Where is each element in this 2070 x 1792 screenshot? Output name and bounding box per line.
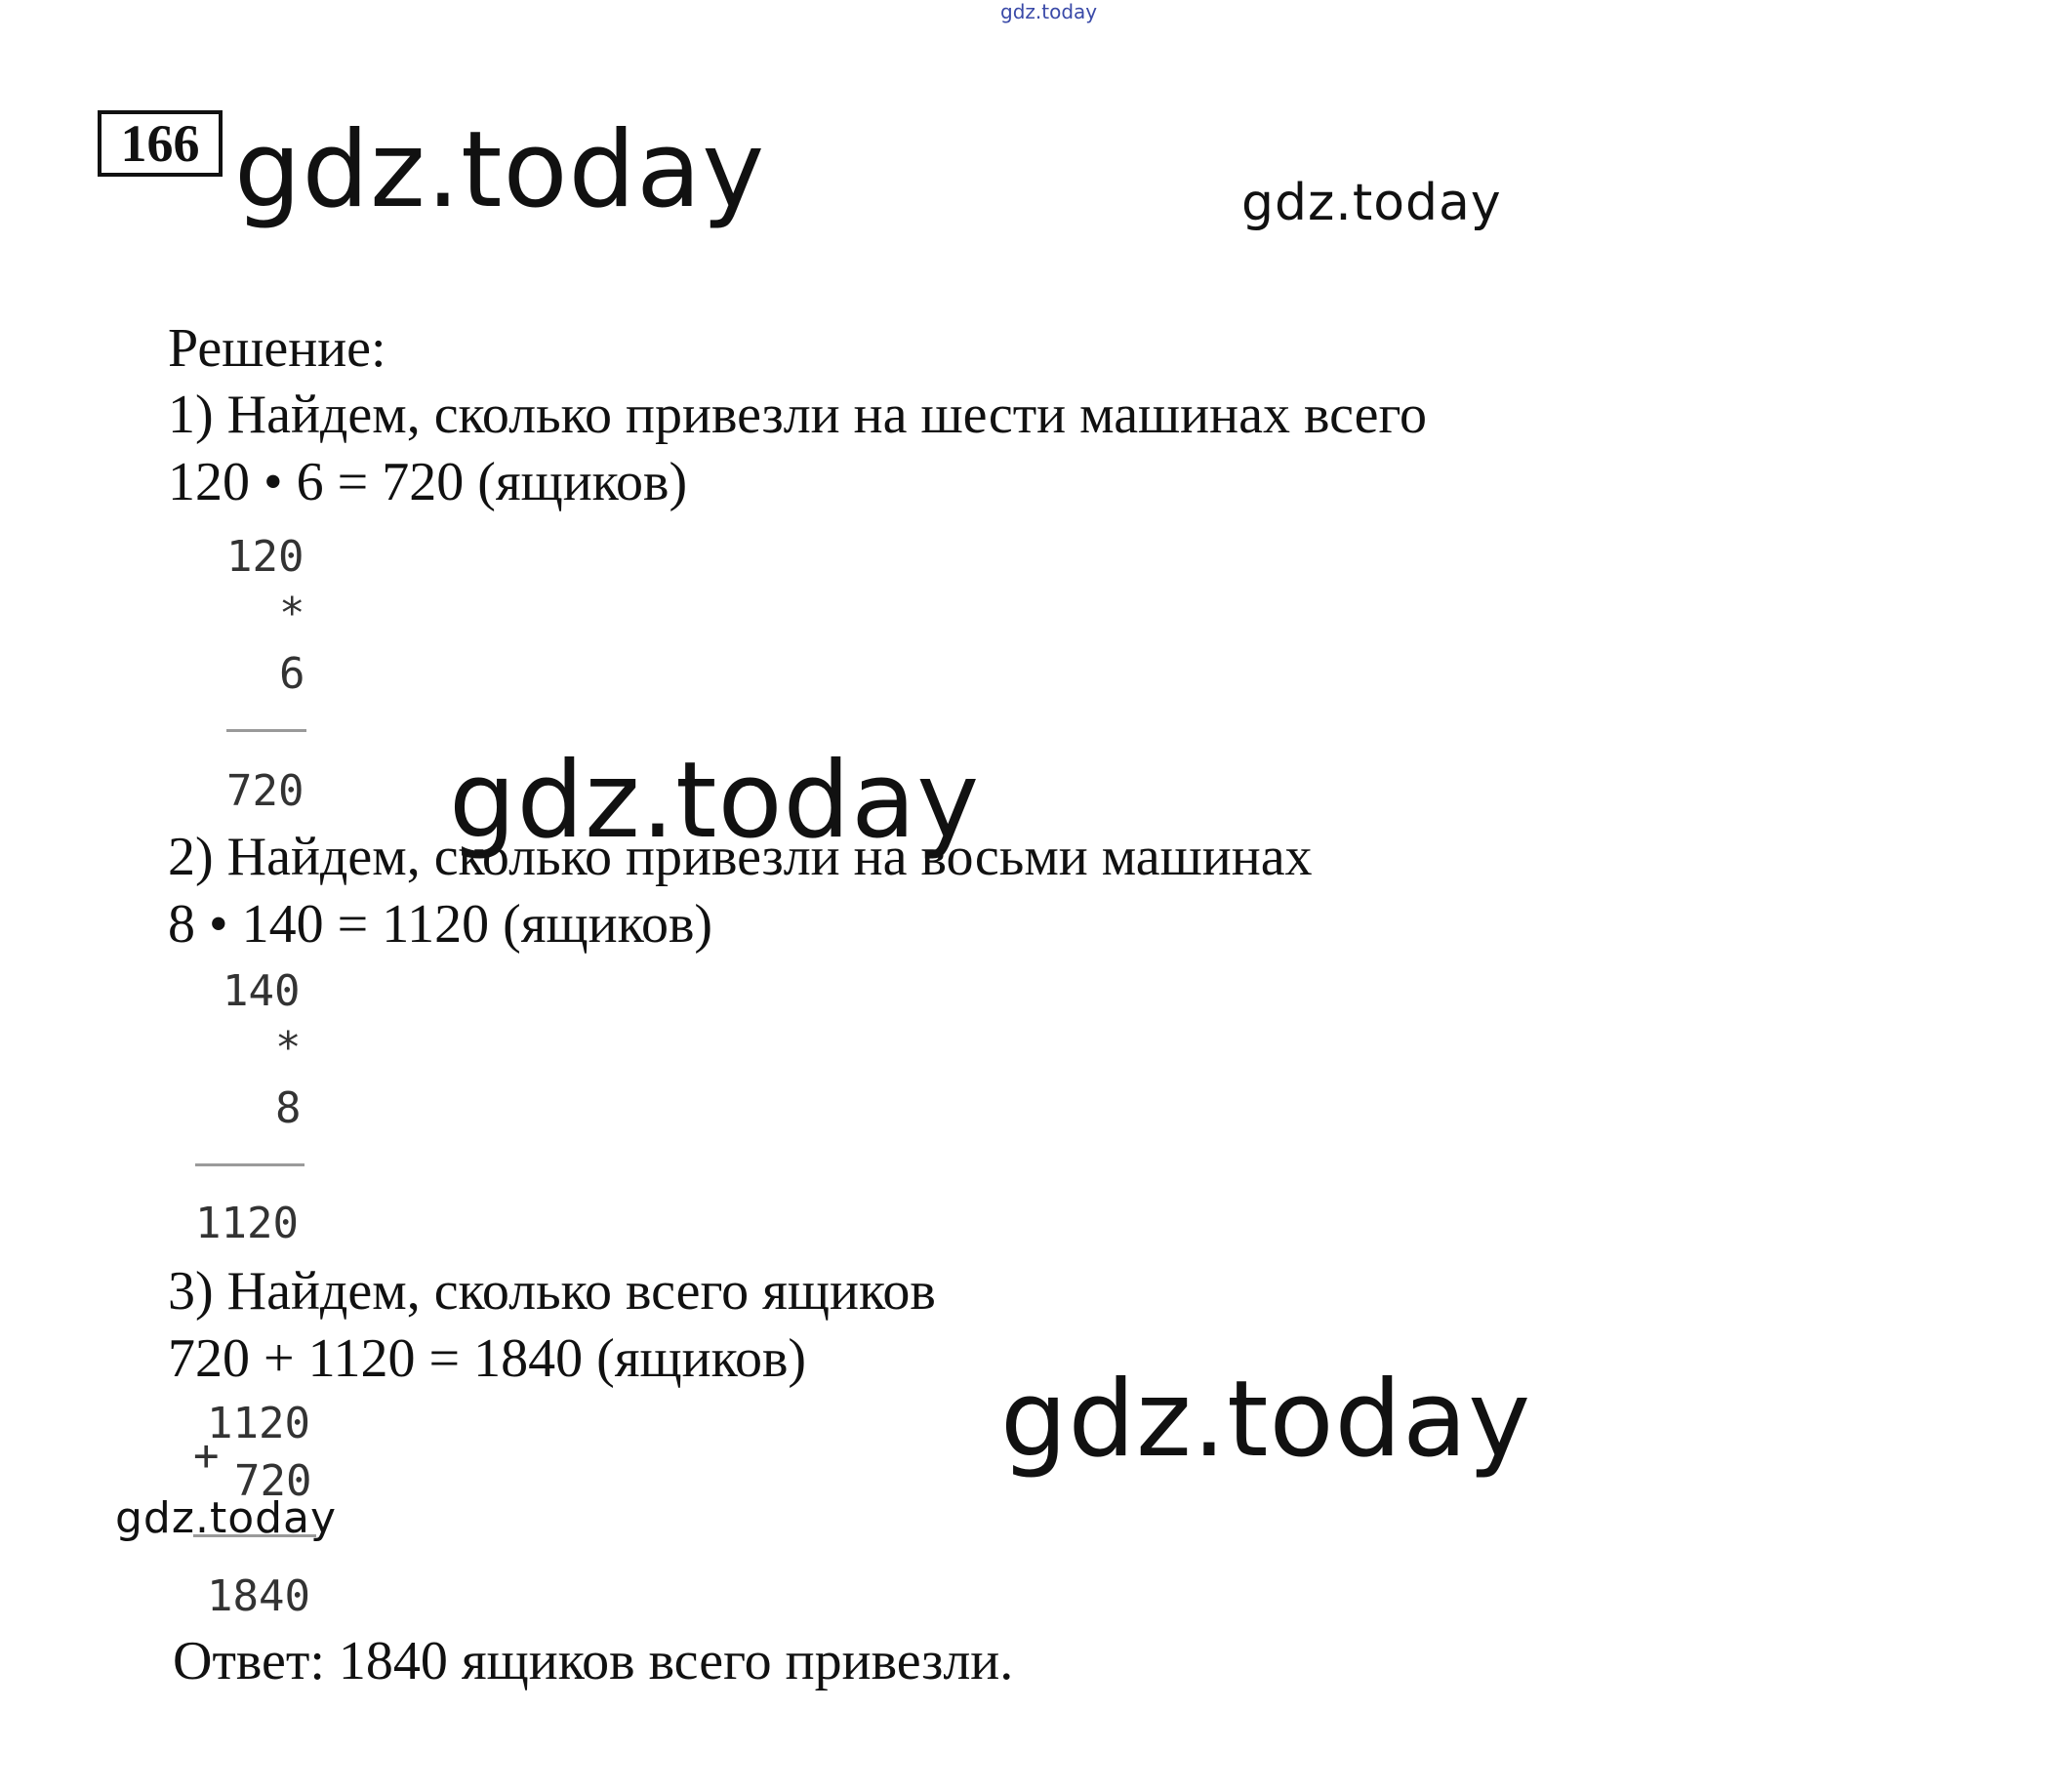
step1-text: 1) Найдем, сколько привезли на шести машинах всего <box>168 385 1428 445</box>
watermark-large-top: gdz.today <box>234 109 766 231</box>
step3-equation: 720 + 1120 = 1840 (ящиков) <box>168 1328 807 1389</box>
watermark-large-bottom: gdz.today <box>1000 1359 1532 1481</box>
step3-column-bottom: 720 <box>234 1456 312 1506</box>
step3-column-result: 1840 <box>207 1571 310 1621</box>
step1-equation: 120 • 6 = 720 (ящиков) <box>168 452 688 512</box>
step2-text: 2) Найдем, сколько привезли на восьми машинах <box>168 827 1313 887</box>
step2-column-rule <box>195 1163 304 1166</box>
step2-equation: 8 • 140 = 1120 (ящиков) <box>168 894 713 955</box>
watermark-small-bottom-left: gdz.today <box>115 1493 338 1543</box>
step2-column-bottom: 8 <box>275 1083 302 1133</box>
step3-column-operator: + <box>193 1431 220 1481</box>
step1-column-bottom: 6 <box>279 649 305 699</box>
answer-text: Ответ: 1840 ящиков всего привезли. <box>173 1631 1014 1691</box>
watermark-large-middle: gdz.today <box>449 740 981 862</box>
task-number: 166 <box>98 110 223 177</box>
step1-column-operator: * <box>279 589 305 638</box>
step3-text: 3) Найдем, сколько всего ящиков <box>168 1261 936 1322</box>
top-watermark: gdz.today <box>1000 0 1098 23</box>
step2-column-operator: * <box>275 1023 302 1073</box>
step1-column-rule <box>226 729 306 732</box>
watermark-small-top-right: gdz.today <box>1241 174 1502 232</box>
step2-column-result: 1120 <box>195 1199 299 1248</box>
solution-heading: Решение: <box>168 318 386 379</box>
step1-column-result: 720 <box>226 766 304 816</box>
step2-column-top: 140 <box>223 966 301 1016</box>
step3-column-top: 1120 <box>207 1399 310 1448</box>
step1-column-top: 120 <box>226 532 304 582</box>
